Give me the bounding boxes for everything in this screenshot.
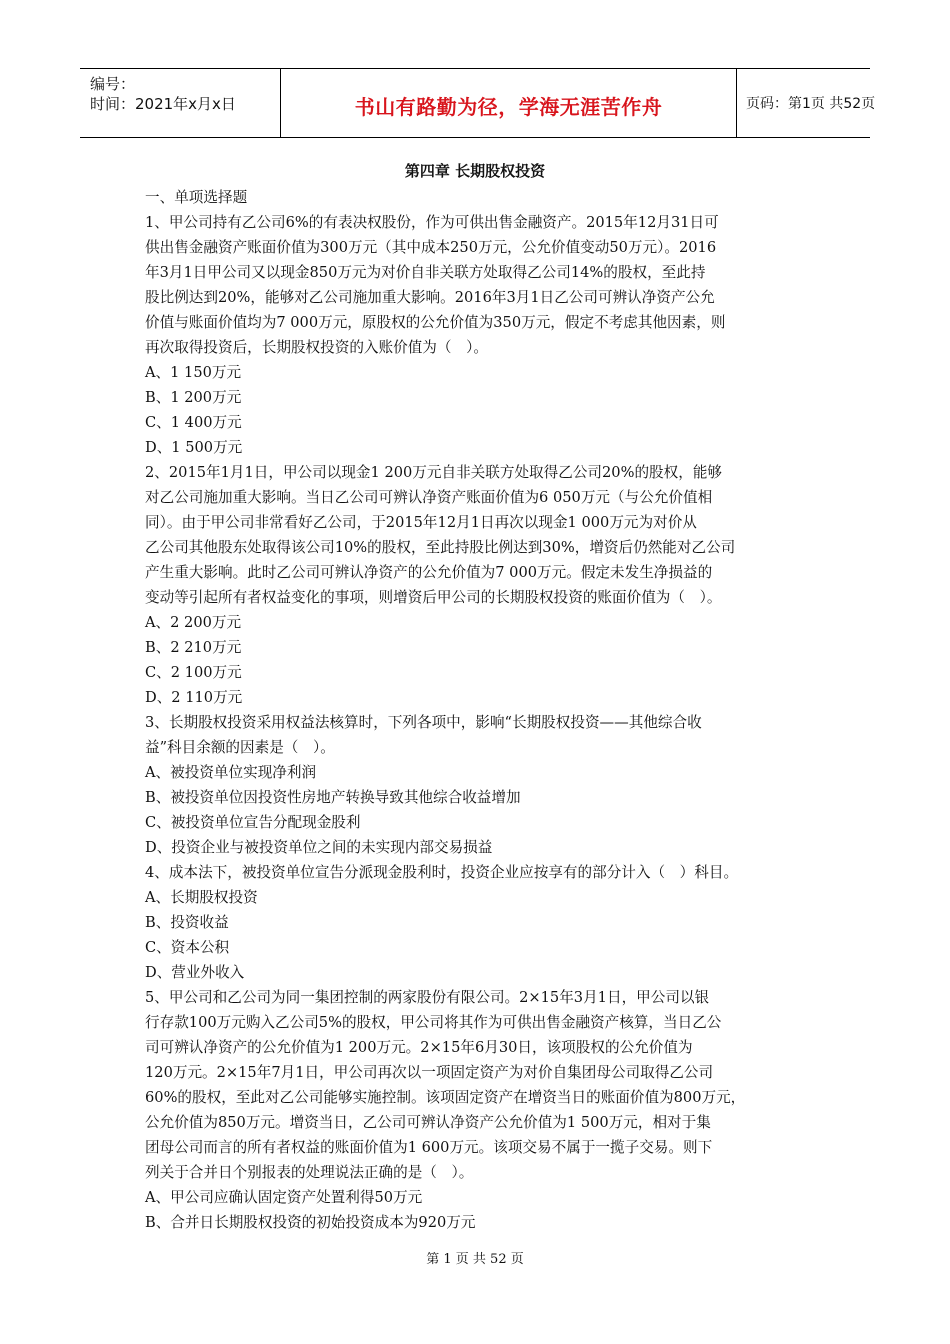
text-line: A、甲公司应确认固定资产处置利得50万元 xyxy=(145,1189,423,1206)
text-line: D、1 500万元 xyxy=(145,439,243,456)
text-line: C、被投资单位宣告分配现金股利 xyxy=(145,814,361,831)
motto-text: 书山有路勤为径，学海无涯苦作舟 xyxy=(354,95,663,119)
text-line: 变动等引起所有者权益变化的事项，则增资后甲公司的长期股权投资的账面价值为（ ）。 xyxy=(145,589,722,606)
text-line: 列关于合并日个别报表的处理说法正确的是（ ）。 xyxy=(145,1164,474,1181)
text-line: C、1 400万元 xyxy=(145,414,242,431)
document-body xyxy=(145,185,825,1235)
text-line: C、资本公积 xyxy=(145,939,230,956)
text-line: B、被投资单位因投资性房地产转换导致其他综合收益增加 xyxy=(145,789,521,806)
text-line: A、1 150万元 xyxy=(145,364,242,381)
header-left-cell xyxy=(80,69,280,137)
text-line: D、营业外收入 xyxy=(145,964,245,981)
serial-number-label: 编号： xyxy=(90,75,136,93)
text-line: 价值与账面价值均为7 000万元，原股权的公允价值为350万元，假定不考虑其他因素，则 xyxy=(145,314,726,331)
header-right-cell xyxy=(736,69,876,137)
text-line: 4、成本法下，被投资单位宣告分派现金股利时，投资企业应按享有的部分计入（ ）科目。 xyxy=(145,864,739,881)
text-line: 对乙公司施加重大影响。当日乙公司可辨认净资产账面价值为6 050万元（与公允价值相 xyxy=(145,489,713,506)
text-line: 公允价值为850万元。增资当日，乙公司可辨认净资产公允价值为1 500万元，相对于集 xyxy=(145,1114,711,1131)
page-footer: 第 1 页 共 52 页 xyxy=(426,1252,524,1267)
document-header xyxy=(80,68,876,138)
text-line: 2、2015年1月1日，甲公司以现金1 200万元自非关联方处取得乙公司20%的股权，能够 xyxy=(145,464,723,481)
header-center-cell xyxy=(280,69,737,137)
text-line: 年3月1日甲公司又以现金850万元为对价自非关联方处取得乙公司14%的股权，至此持 xyxy=(145,264,706,281)
chapter-title: 第四章 长期股权投资 xyxy=(404,162,546,180)
text-line: A、被投资单位实现净利润 xyxy=(145,764,317,781)
text-line: A、2 200万元 xyxy=(145,614,242,631)
text-line: 司可辨认净资产的公允价值为1 200万元。2×15年6月30日，该项股权的公允价值为 xyxy=(145,1039,693,1056)
text-line: B、合并日长期股权投资的初始投资成本为920万元 xyxy=(145,1214,476,1231)
text-line: A、长期股权投资 xyxy=(145,889,258,906)
text-line: 行存款100万元购入乙公司5%的股权，甲公司将其作为可供出售金融资产核算，当日乙公 xyxy=(145,1014,722,1031)
text-line: B、2 210万元 xyxy=(145,639,242,656)
page-info: 页码：第1页 共52页 xyxy=(746,96,876,112)
text-line: 5、甲公司和乙公司为同一集团控制的两家股份有限公司。2×15年3月1日，甲公司以银 xyxy=(145,989,710,1006)
text-line: 益”科目余额的因素是（ ）。 xyxy=(145,739,335,756)
text-line: 一、单项选择题 xyxy=(145,189,248,206)
text-line: D、投资企业与被投资单位之间的未实现内部交易损益 xyxy=(145,839,493,856)
text-line: 3、长期股权投资采用权益法核算时，下列各项中，影响“长期股权投资——其他综合收 xyxy=(145,714,702,731)
text-line: 产生重大影响。此时乙公司可辨认净资产的公允价值为7 000万元。假定未发生净损益的 xyxy=(145,564,713,581)
text-line: 乙公司其他股东处取得该公司10%的股权，至此持股比例达到30%，增资后仍然能对乙公司 xyxy=(145,539,736,556)
time-label: 时间：2021年x月x日 xyxy=(90,95,236,113)
text-line: C、2 100万元 xyxy=(145,664,242,681)
text-line: D、2 110万元 xyxy=(145,689,243,706)
text-line: 60%的股权，至此对乙公司能够实施控制。该项固定资产在增资当日的账面价值为800万元， xyxy=(145,1089,746,1106)
text-line: B、1 200万元 xyxy=(145,389,242,406)
text-line: 120万元。2×15年7月1日，甲公司再次以一项固定资产为对价自集团母公司取得乙公司 xyxy=(145,1064,714,1081)
text-line: 股比例达到20%，能够对乙公司施加重大影响。2016年3月1日乙公司可辨认净资产公允 xyxy=(145,289,715,306)
text-line: 1、甲公司持有乙公司6%的有表决权股份，作为可供出售金融资产。2015年12月31日可 xyxy=(145,214,719,231)
text-line: 同）。由于甲公司非常看好乙公司，于2015年12月1日再次以现金1 000万元为对价从 xyxy=(145,514,697,531)
text-line: 供出售金融资产账面价值为300万元（其中成本250万元，公允价值变动50万元）。2016 xyxy=(145,239,717,256)
text-line: B、投资收益 xyxy=(145,914,229,931)
text-line: 再次取得投资后，长期股权投资的入账价值为（ ）。 xyxy=(145,339,488,356)
text-line: 团母公司而言的所有者权益的账面价值为1 600万元。该项交易不属于一揽子交易。则下 xyxy=(145,1139,713,1156)
